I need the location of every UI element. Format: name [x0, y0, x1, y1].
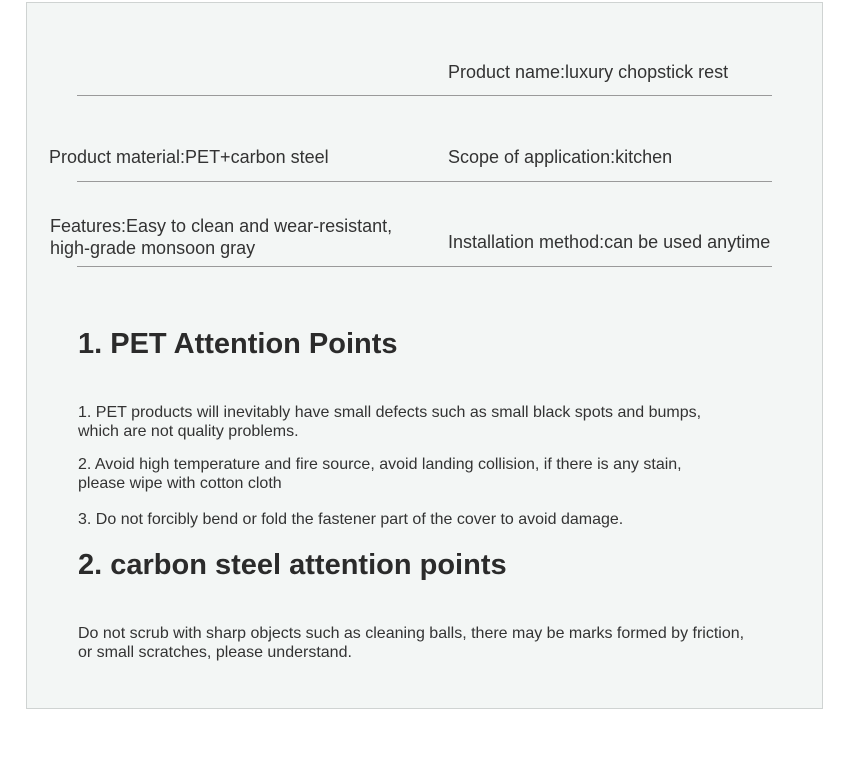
features-line-1: Features:Easy to clean and wear-resistant, — [50, 216, 393, 236]
pet-point-3: 3. Do not forcibly bend or fold the fastener part of the cover to avoid damage. — [78, 511, 624, 528]
spec-divider-3 — [77, 266, 772, 267]
installation-method: Installation method:can be used anytime — [448, 232, 771, 252]
carbon-steel-heading: 2. carbon steel attention points — [78, 549, 507, 581]
product-material: Product material:PET+carbon steel — [49, 147, 329, 167]
pet-point-2-line-2: please wipe with cotton cloth — [78, 475, 282, 492]
features-line-2: high-grade monsoon gray — [50, 238, 256, 258]
pet-point-1-line-2: which are not quality problems. — [78, 423, 299, 440]
pet-point-1-line-1: 1. PET products will inevitably have small defects such as small black spots and bumps, — [78, 404, 702, 421]
spec-divider-2 — [77, 181, 772, 182]
spec-divider-1 — [77, 95, 772, 96]
scope-of-application: Scope of application:kitchen — [448, 147, 673, 167]
pet-point-2-line-1: 2. Avoid high temperature and fire source, avoid landing collision, if there is any stain, — [78, 456, 682, 473]
carbon-steel-note-line-2: or small scratches, please understand. — [78, 644, 352, 661]
carbon-steel-note-line-1: Do not scrub with sharp objects such as cleaning balls, there may be marks formed by friction, — [78, 625, 745, 642]
product-name: Product name:luxury chopstick rest — [448, 62, 729, 82]
pet-attention-heading: 1. PET Attention Points — [78, 328, 398, 360]
